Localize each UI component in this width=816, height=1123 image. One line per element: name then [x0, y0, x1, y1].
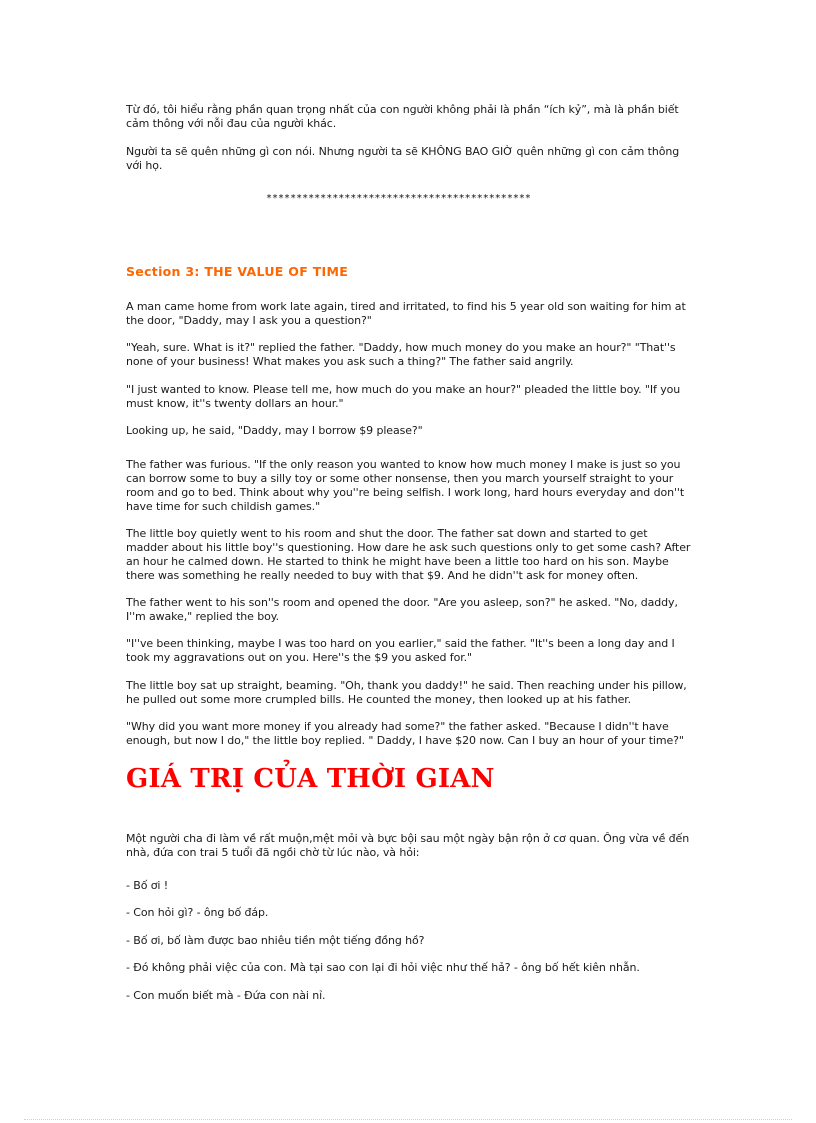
story-paragraph: The father was furious. "If the only reason you wanted to know how much money I make is just so you can borrow some to buy a silly toy or some other nonsense, then you march yourself straight to your room and go to bed. Think about why you''re being selfish. I work long, hard hours everyday and don''t have time for such childish games.": [126, 458, 685, 513]
story-paragraph: "I''ve been thinking, maybe I was too hard on you earlier," said the father. "It''s been a long day and I took my aggravations out on you. Here''s the $9 you asked for.": [126, 637, 675, 664]
story-paragraph: The little boy sat up straight, beaming. "Oh, thank you daddy!" he said. Then reaching under his pillow, he pulled out some more crumpled bills. He counted the money, then looked up at his father.: [126, 679, 687, 706]
vietnamese-title: GIÁ TRỊ CỦA THỜI GIAN: [126, 764, 495, 794]
story-paragraph: The little boy quietly went to his room and shut the door. The father sat down and started to get madder about his little boy''s questioning. How dare he ask such questions only to get some cash? After an hour he calmed down. He started to think he might have been a little too hard on his son. Maybe there was something he really needed to buy with that $9. And he didn''t ask for money often.: [126, 527, 691, 582]
story-paragraph: The father went to his son''s room and opened the door. "Are you asleep, son?" he asked. "No, daddy, I''m awake," replied the boy.: [126, 596, 678, 623]
dialogue-line: - Bố ơi, bố làm được bao nhiêu tiền một tiếng đồng hồ?: [126, 934, 425, 947]
story-paragraph: "Yeah, sure. What is it?" replied the father. "Daddy, how much money do you make an hour?" "That''s none of your business! What makes you ask such a thing?" The father said angrily.: [126, 341, 676, 368]
dialogue-line: - Con muốn biết mà - Đứa con nài nỉ.: [126, 989, 326, 1002]
intro-paragraph-1: Từ đó, tôi hiểu rằng phần quan trọng nhất của con người không phải là phần “ích kỷ”, mà là phần biết cảm thông với nỗi đau của người khác.: [126, 103, 679, 130]
dialogue-line: - Bố ơi !: [126, 879, 169, 892]
separator-line: ********************************************: [266, 193, 531, 204]
story-paragraph: Looking up, he said, "Daddy, may I borrow $9 please?": [126, 424, 423, 437]
section-title: Section 3: THE VALUE OF TIME: [126, 264, 349, 279]
story-paragraph: "I just wanted to know. Please tell me, how much do you make an hour?" pleaded the little boy. "If you must know, it''s twenty dollars an hour.": [126, 383, 681, 410]
dialogue-line: - Con hỏi gì? - ông bố đáp.: [126, 906, 269, 919]
vietnamese-paragraph: Một người cha đi làm về rất muộn,mệt mỏi và bực bội sau một ngày bận rộn ở cơ quan. Ông vừa về đến nhà, đứa con trai 5 tuổi đã ngồi chờ từ lúc nào, và hỏi:: [126, 832, 690, 859]
story-paragraph: A man came home from work late again, tired and irritated, to find his 5 year old son waiting for him at the door, "Daddy, may I ask you a question?": [126, 300, 686, 327]
intro-paragraph-2: Người ta sẽ quên những gì con nói. Nhưng người ta sẽ KHÔNG BAO GIỜ quên những gì con cảm thông với họ.: [126, 145, 680, 172]
dialogue-line: - Đó không phải việc của con. Mà tại sao con lại đi hỏi việc như thế hả? - ông bố hết kiên nhẫn.: [126, 961, 640, 974]
page-bottom-divider: [24, 1119, 792, 1120]
story-paragraph: "Why did you want more money if you already had some?" the father asked. "Because I didn''t have enough, but now I do," the little boy replied. " Daddy, I have $20 now. Can I buy an hour of your time?": [126, 720, 684, 747]
